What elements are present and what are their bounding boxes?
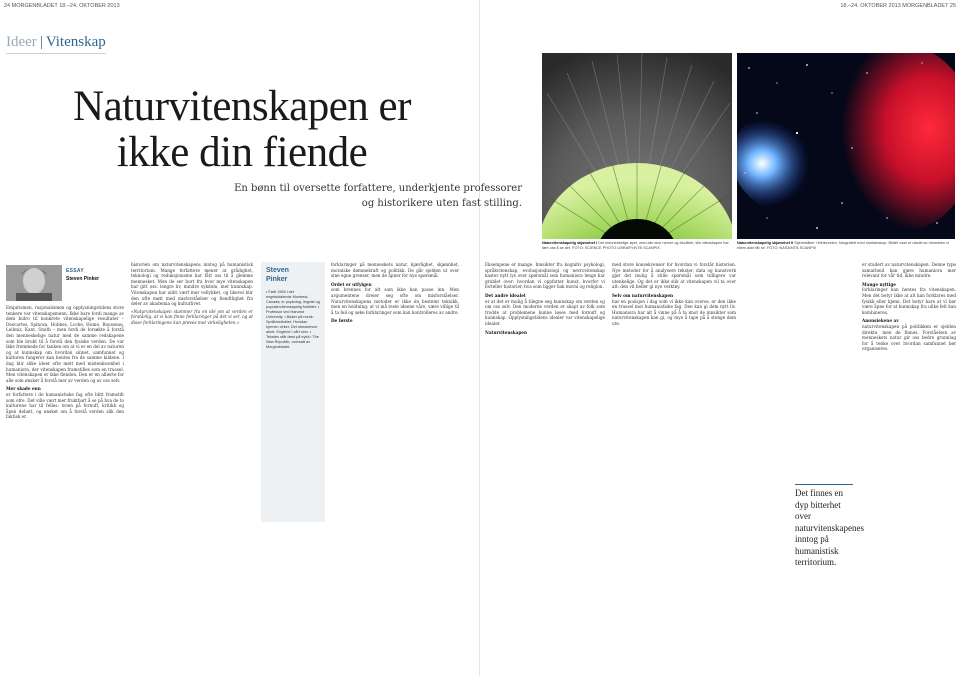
body-col5-para: med store konsekvenser for hvordan vi forstår historien. Nye metoder for å analysere tekster, data og kunstverk gjør det mulig å stille spørsmål som tidligere var utenkelige. Og det er ikke slik at vitenskapen vil ta over alt: den vil heller gi nye verktøy. [612,262,736,290]
eye-caption [542,241,732,251]
bio-name-last: Pinker [266,275,288,283]
folio-left: 24 MORGENBLADET 18.–24. OKTOBER 2013 [4,3,120,9]
bio-text: • Født 1954 i det engelsktalende Montreal, Canada; er psykolog, lingvist og populærvitenskapelig forfatter. • Professor ved Harvard University. • Bøker på norsk: Språkinstinktet, Hvordan hjernen virker, Det ubeskrevne arket, Englene i vårt sinn. • Teksten står først på trykk i The New Republic, oversatt av Morgenbladet. [266,290,320,349]
body-col6-subhead-2: Anonsiekene av [862,318,899,324]
body-col4-subhead: Det andre idealet [485,292,526,298]
body-col2-para: historien om naturvitenskapens inntog på humanistisk territorium. Mange forfattere mener at grådighet, teknologi og reduksjonisme har fått oss til å glemme mennesket. Men de ser bort fra hvor mye vitenskapen har gitt oss: lengre liv, mindre sykdom, mer kunnskap. Vitenskapen har aldri vært mer vellykket, og likevel blir den ofte møtt med misforståelser og fiendtlighet fra deler av akademia og kulturlivet. [131,262,253,307]
body-column-6 [862,262,956,672]
section-tag-vitenskap: Vitenskap [45,34,106,50]
bio-name-first: Steven [266,267,289,274]
body-col1-subhead: Mer skade enn [6,386,41,392]
body-col6-para-3: naturvitenskapen på politikken er sjelden direkte, men de finnes. Forståelsen av menneskets natur gir oss bedre grunnlag for å tenke over hvordan samfunnet bør organiseres. [862,323,956,352]
author-photo [6,265,62,301]
body-col3-para-2: som brennes for alt som ikke kan passe inn. Men argumentene dreier seg ofte om misforståelser. Naturvitenskapens metoder er ikke én bestemt teknikk, men en holdning: at vi må teste ideene våre, være villige til å ta feil og søke forklaringer som kan kontrolleres av andre. [331,287,459,315]
body-column-5 [612,262,736,672]
body-col3-subhead: Ordet er utfylgen [331,281,372,287]
body-col6-para-2: forklaringer kan hentes fra vitenskapen. Men det betyr ikke at alt kan forklares med fysikk eller kjemi. Det betyr bare at vi bør være åpne for at kunnskap fra ulike felt kan kombineres. [862,287,956,315]
folio-right: 18.–24. OKTOBER 2013 MORGENBLADET 25 [840,3,956,9]
eye-photo [542,53,732,239]
body-col4-para: Eksempene er mange. Innsikter fra kognitiv psykologi, språkvitenskap, evolusjonsbiologi og nevrovitenskap kaster nytt lys over spørsmål som humaniora lenge har grublet over: hvordan vi oppfatter kunst, hvorfor vi forteller historier, hva som ligger bak moral og religion. [485,262,605,290]
nebula-illustration [737,53,955,239]
eye-caption-title: Naturvitenskapelig skjønnhet I [542,241,598,245]
eye-caption-text: Det menneskelige øyet, med alle sine nerver og blodårer, slik vitenskapen har lært oss å se det. FOTO: SCIENCE PHOTO LIBRARY/NTB SCANPIX [542,241,729,250]
subhead: En bønn til oversette forfattere, underkjente professorer og historikere uten fast stilling. [234,183,522,209]
author-portrait [6,265,62,301]
section-rule [6,53,106,54]
eye-illustration [542,53,732,239]
nebula-photo [737,53,955,239]
author-bio-box [261,262,325,522]
essay-author: Steven Pinker [66,276,100,282]
body-col6-para: er studert av naturvitenskapen. Denne type samarbeid kan gjøre humaniora mer relevant for vår tid, ikke mindre. [862,262,956,279]
headline [52,84,432,176]
body-col2-quote: «Naturvitenskapen stammer fra en idé om at verden er forståelig, at vi kan finne forklaringer på det vi ser, og at disse forklaringene kan prøves mot virkeligheten.» [131,308,253,325]
body-column-2 [131,262,253,672]
pull-quote: Det finnes en dyp bitterhet over naturvitenskapenes inntog på humanistisk territorium. [795,484,853,569]
body-column-1 [6,305,124,672]
body-col5-para-2: har en posisjon i dag som vi ikke kan overse, er den ikke en trussel mot humanistiske fag. Den kan gi dem nytt liv. Humaniora har alt å vinne på å ta imot de innsikter som naturvitenskapen kan gi, og mye å tape på å stenge dem ute. [612,298,736,326]
nebula-caption-text: Stjernetåker i Melkeveien, fotografert med romteleskop. Bildet viser et utsnitt av himmelen vi ellers aldri får se. FOTO: NASA/NTB SCANPIX [737,241,949,250]
section-tag [6,34,106,51]
section-divider [41,36,42,49]
body-column-4 [485,262,605,672]
body-col1-para-2: er forfattere i de humanistiske fag ofte blitt framstilt som ofre. Det ville vært mer fruktbart å se på hva de to kulturene har til felles: troen på fornuft, kritikk og åpen debatt, og ønsket om å forstå verden slik den faktisk er. [6,391,124,420]
body-column-3 [331,262,459,672]
headline-line-1: Naturvitenskapen er [73,83,411,130]
body-col3-para: forklaringer på menneskets natur, kjærlighet, skjønnhet, moralske dømmekraft og politikk. De går sjelden ut over sine egne grenser, men de åpner for nye spørsmål. [331,262,459,279]
section-tag-ideer: Ideer [6,34,37,50]
nebula-caption [737,241,955,251]
body-col4-subhead-2: Naturvitenskapen [485,329,528,335]
body-col4-para-2: er at det er mulig å tilegne seg kunnskap om verden og om oss selv. Den moderne verden er skapt av folk som trodde at problemene kunne løses med fornuft og kunnskap. Opplysningstidens idealer var vitenskapelige idealer. [485,298,605,326]
bio-name [266,267,320,284]
body-col5-subhead: Selv om naturvitenskapen [612,292,674,298]
body-col6-subhead: Mange nyttige [862,281,896,287]
essay-label: ESSAY [66,268,84,274]
body-col1-para: Empirismen, rasjonalismen og opplysningstidens store tenkere var vitenskapsmenn. Ikke bare fordi mange av dem bidro til konkrete vitenskapelige resultater – Descartes, Spinoza, Hobbes, Locke, Hume, Rousseau, Leibniz, Kant, Smith – men fordi de forsøkte å forstå den menneskelige natur med de samme redskapene som ble brukt til å forstå den fysiske verden. De var ikke fremmede for tanken om at vi er en del av naturen og at kunnskap om hvordan sinnet, samfunnet og kulturen fungerer kan hentes fra de samme kildene. I dag blir slike ideer ofte møtt med mistenksomhet i humaniora, der vitenskapen framstilles som en trussel. Men vitenskapen er ikke fienden. Den er en allierte for alle som ønsker å forstå mer av verden og av oss selv. [6,305,124,383]
body-col3-subhead-2: De første [331,318,353,324]
nebula-caption-title: Naturvitenskapelig skjønnhet II [737,241,794,245]
page-gutter [479,0,480,676]
headline-line-2: ikke din fiende [116,129,368,176]
